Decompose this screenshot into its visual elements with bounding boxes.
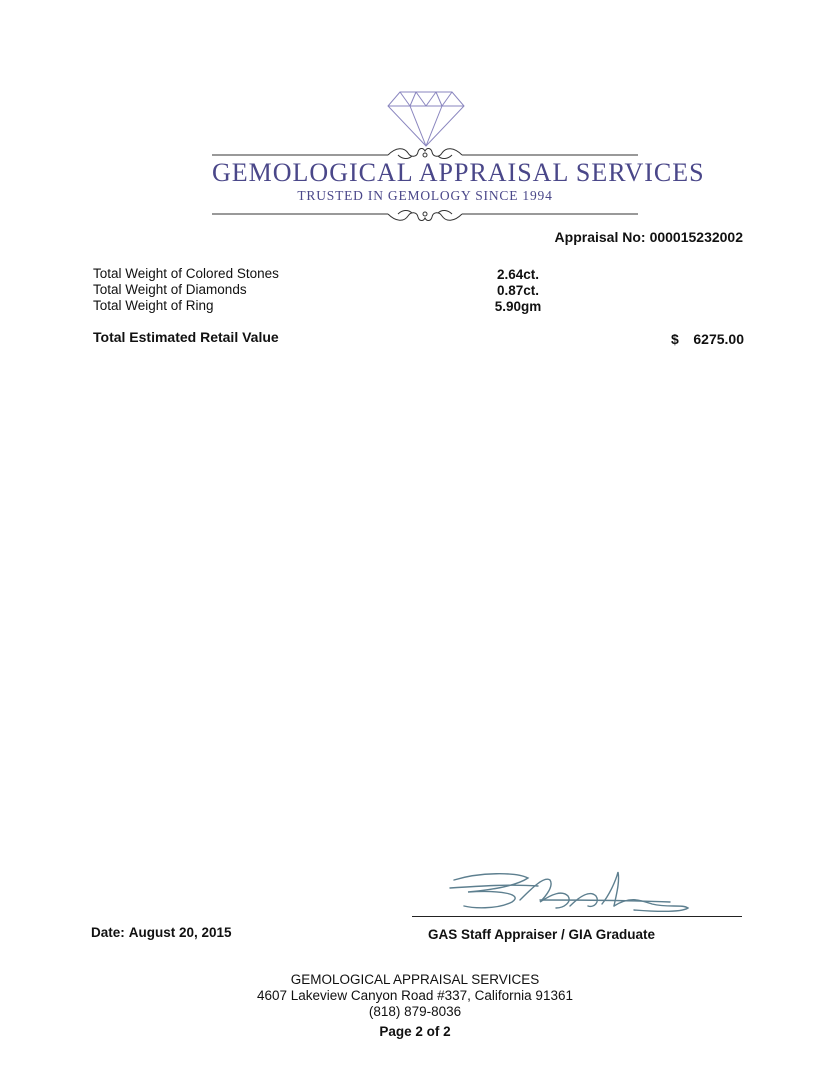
weight-row — [93, 282, 653, 298]
diamond-logo-icon — [386, 90, 466, 148]
total-retail-value-row — [93, 329, 744, 347]
footer-company: GEMOLOGICAL APPRAISAL SERVICES — [290, 972, 540, 987]
weight-value: 5.90gm — [494, 299, 542, 314]
date-label: Date: — [91, 925, 125, 940]
appraisal-number-label: Appraisal No: — [554, 229, 646, 245]
appraiser-signature — [420, 866, 710, 918]
ornamental-rule-bottom — [212, 204, 638, 224]
weight-label: Total Weight of Diamonds — [93, 282, 247, 297]
total-retail-value-label: Total Estimated Retail Value — [93, 329, 279, 345]
footer-address: 4607 Lakeview Canyon Road #337, California 91361 — [257, 988, 573, 1003]
weight-value: 0.87ct. — [496, 283, 540, 298]
appraisal-number — [555, 229, 743, 245]
appraisal-number-value: 000015232002 — [649, 229, 743, 245]
page-footer — [200, 972, 630, 1040]
weight-row — [93, 298, 653, 314]
weight-label: Total Weight of Colored Stones — [93, 266, 279, 281]
weight-value: 2.64ct. — [496, 267, 540, 282]
currency-symbol: $ — [671, 331, 679, 347]
signature-line — [412, 916, 742, 917]
appraisal-date — [91, 925, 232, 940]
weight-label: Total Weight of Ring — [93, 298, 214, 313]
company-name-heading: GEMOLOGICAL APPRAISAL SERVICES — [212, 158, 705, 187]
weights-list — [93, 266, 653, 314]
weight-row — [93, 266, 653, 282]
company-tagline: TRUSTED IN GEMOLOGY SINCE 1994 — [297, 188, 553, 203]
total-retail-value-amount: 6275.00 — [693, 331, 744, 347]
page-number: Page 2 of 2 — [379, 1024, 451, 1039]
date-value: August 20, 2015 — [128, 925, 232, 940]
footer-phone: (818) 879-8036 — [368, 1004, 462, 1019]
appraiser-title: GAS Staff Appraiser / GIA Graduate — [428, 927, 656, 942]
